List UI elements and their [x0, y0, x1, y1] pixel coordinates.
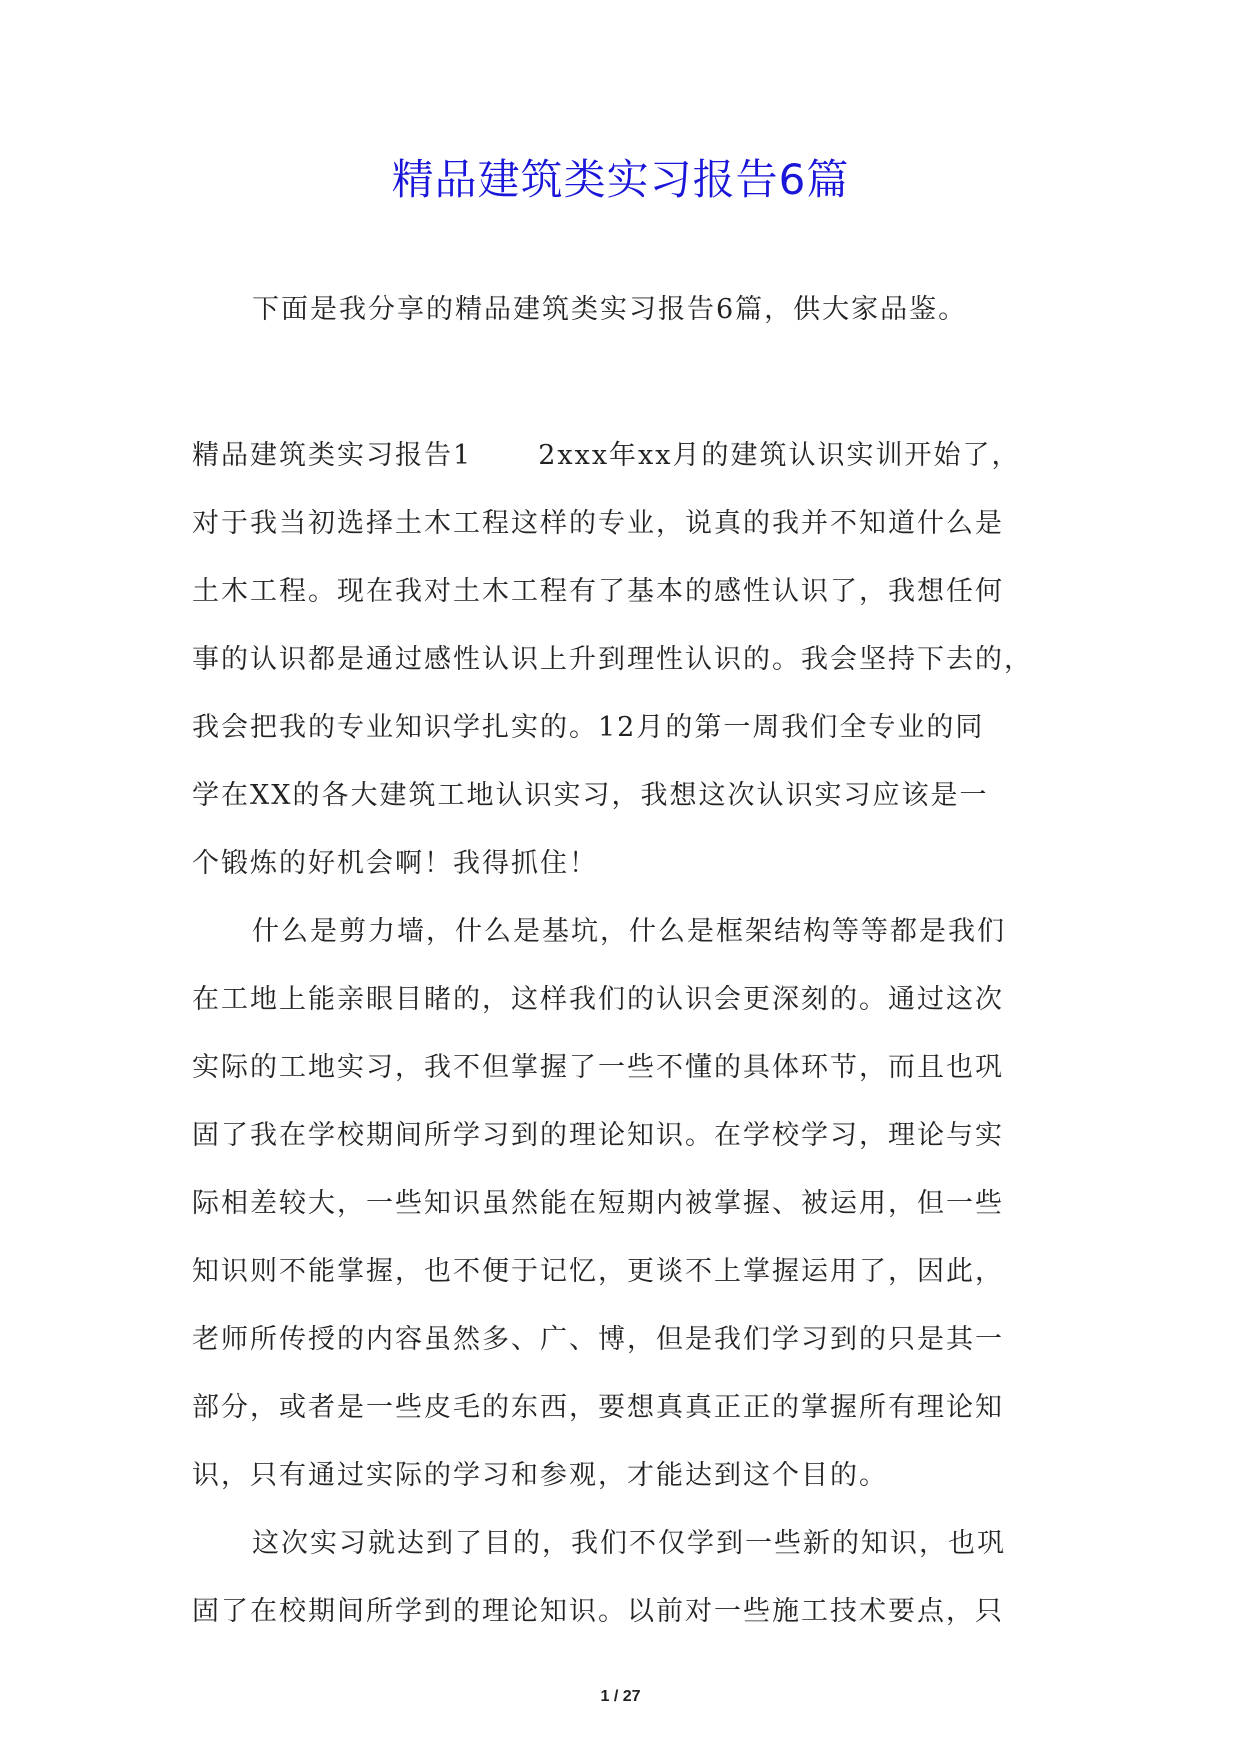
text-line: 际相差较大，一些知识虽然能在短期内被掌握、被运用，但一些	[192, 1188, 1004, 1219]
page-indicator: 1 / 27	[600, 1688, 641, 1705]
text-line: 在工地上能亲眼目睹的，这样我们的认识会更深刻的。通过这次	[192, 984, 1004, 1015]
text-line: 对于我当初选择土木工程这样的专业，说真的我并不知道什么是	[192, 508, 1004, 539]
text-line: 这次实习就达到了目的，我们不仅学到一些新的知识，也巩	[252, 1528, 1006, 1559]
text-line-content: 2xxx年xx月的建筑认识实训开始了，	[538, 440, 1021, 471]
intro-paragraph: 下面是我分享的精品建筑类实习报告6篇，供大家品鉴。	[252, 294, 968, 325]
text-line: 个锻炼的好机会啊！我得抓住！	[192, 848, 598, 879]
document-title: 精品建筑类实习报告6篇	[391, 155, 850, 204]
text-line: 部分，或者是一些皮毛的东西，要想真真正正的掌握所有理论知	[192, 1392, 1004, 1423]
text-line	[192, 422, 1062, 490]
text-line: 老师所传授的内容虽然多、广、博，但是我们学习到的只是其一	[192, 1324, 1004, 1355]
text-line: 固了在校期间所学到的理论知识。以前对一些施工技术要点，只	[192, 1596, 1004, 1627]
text-line: 知识则不能掌握，也不便于记忆，更谈不上掌握运用了，因此，	[192, 1256, 1004, 1287]
text-line: 实际的工地实习，我不但掌握了一些不懂的具体环节，而且也巩	[192, 1052, 1004, 1083]
text-line: 事的认识都是通过感性认识上升到理性认识的。我会坚持下去的，	[192, 644, 1033, 675]
text-line: 土木工程。现在我对土木工程有了基本的感性认识了，我想任何	[192, 576, 1004, 607]
section-heading: 精品建筑类实习报告1	[192, 440, 473, 471]
text-line: 识，只有通过实际的学习和参观，才能达到这个目的。	[192, 1460, 888, 1491]
body-text	[192, 422, 1062, 1646]
text-line: 固了我在学校期间所学习到的理论知识。在学校学习，理论与实	[192, 1120, 1004, 1151]
text-line: 学在XX的各大建筑工地认识实习，我想这次认识实习应该是一	[192, 780, 989, 811]
text-line: 什么是剪力墙，什么是基坑，什么是框架结构等等都是我们	[252, 916, 1006, 947]
text-line: 我会把我的专业知识学扎实的。12月的第一周我们全专业的同	[192, 712, 985, 743]
